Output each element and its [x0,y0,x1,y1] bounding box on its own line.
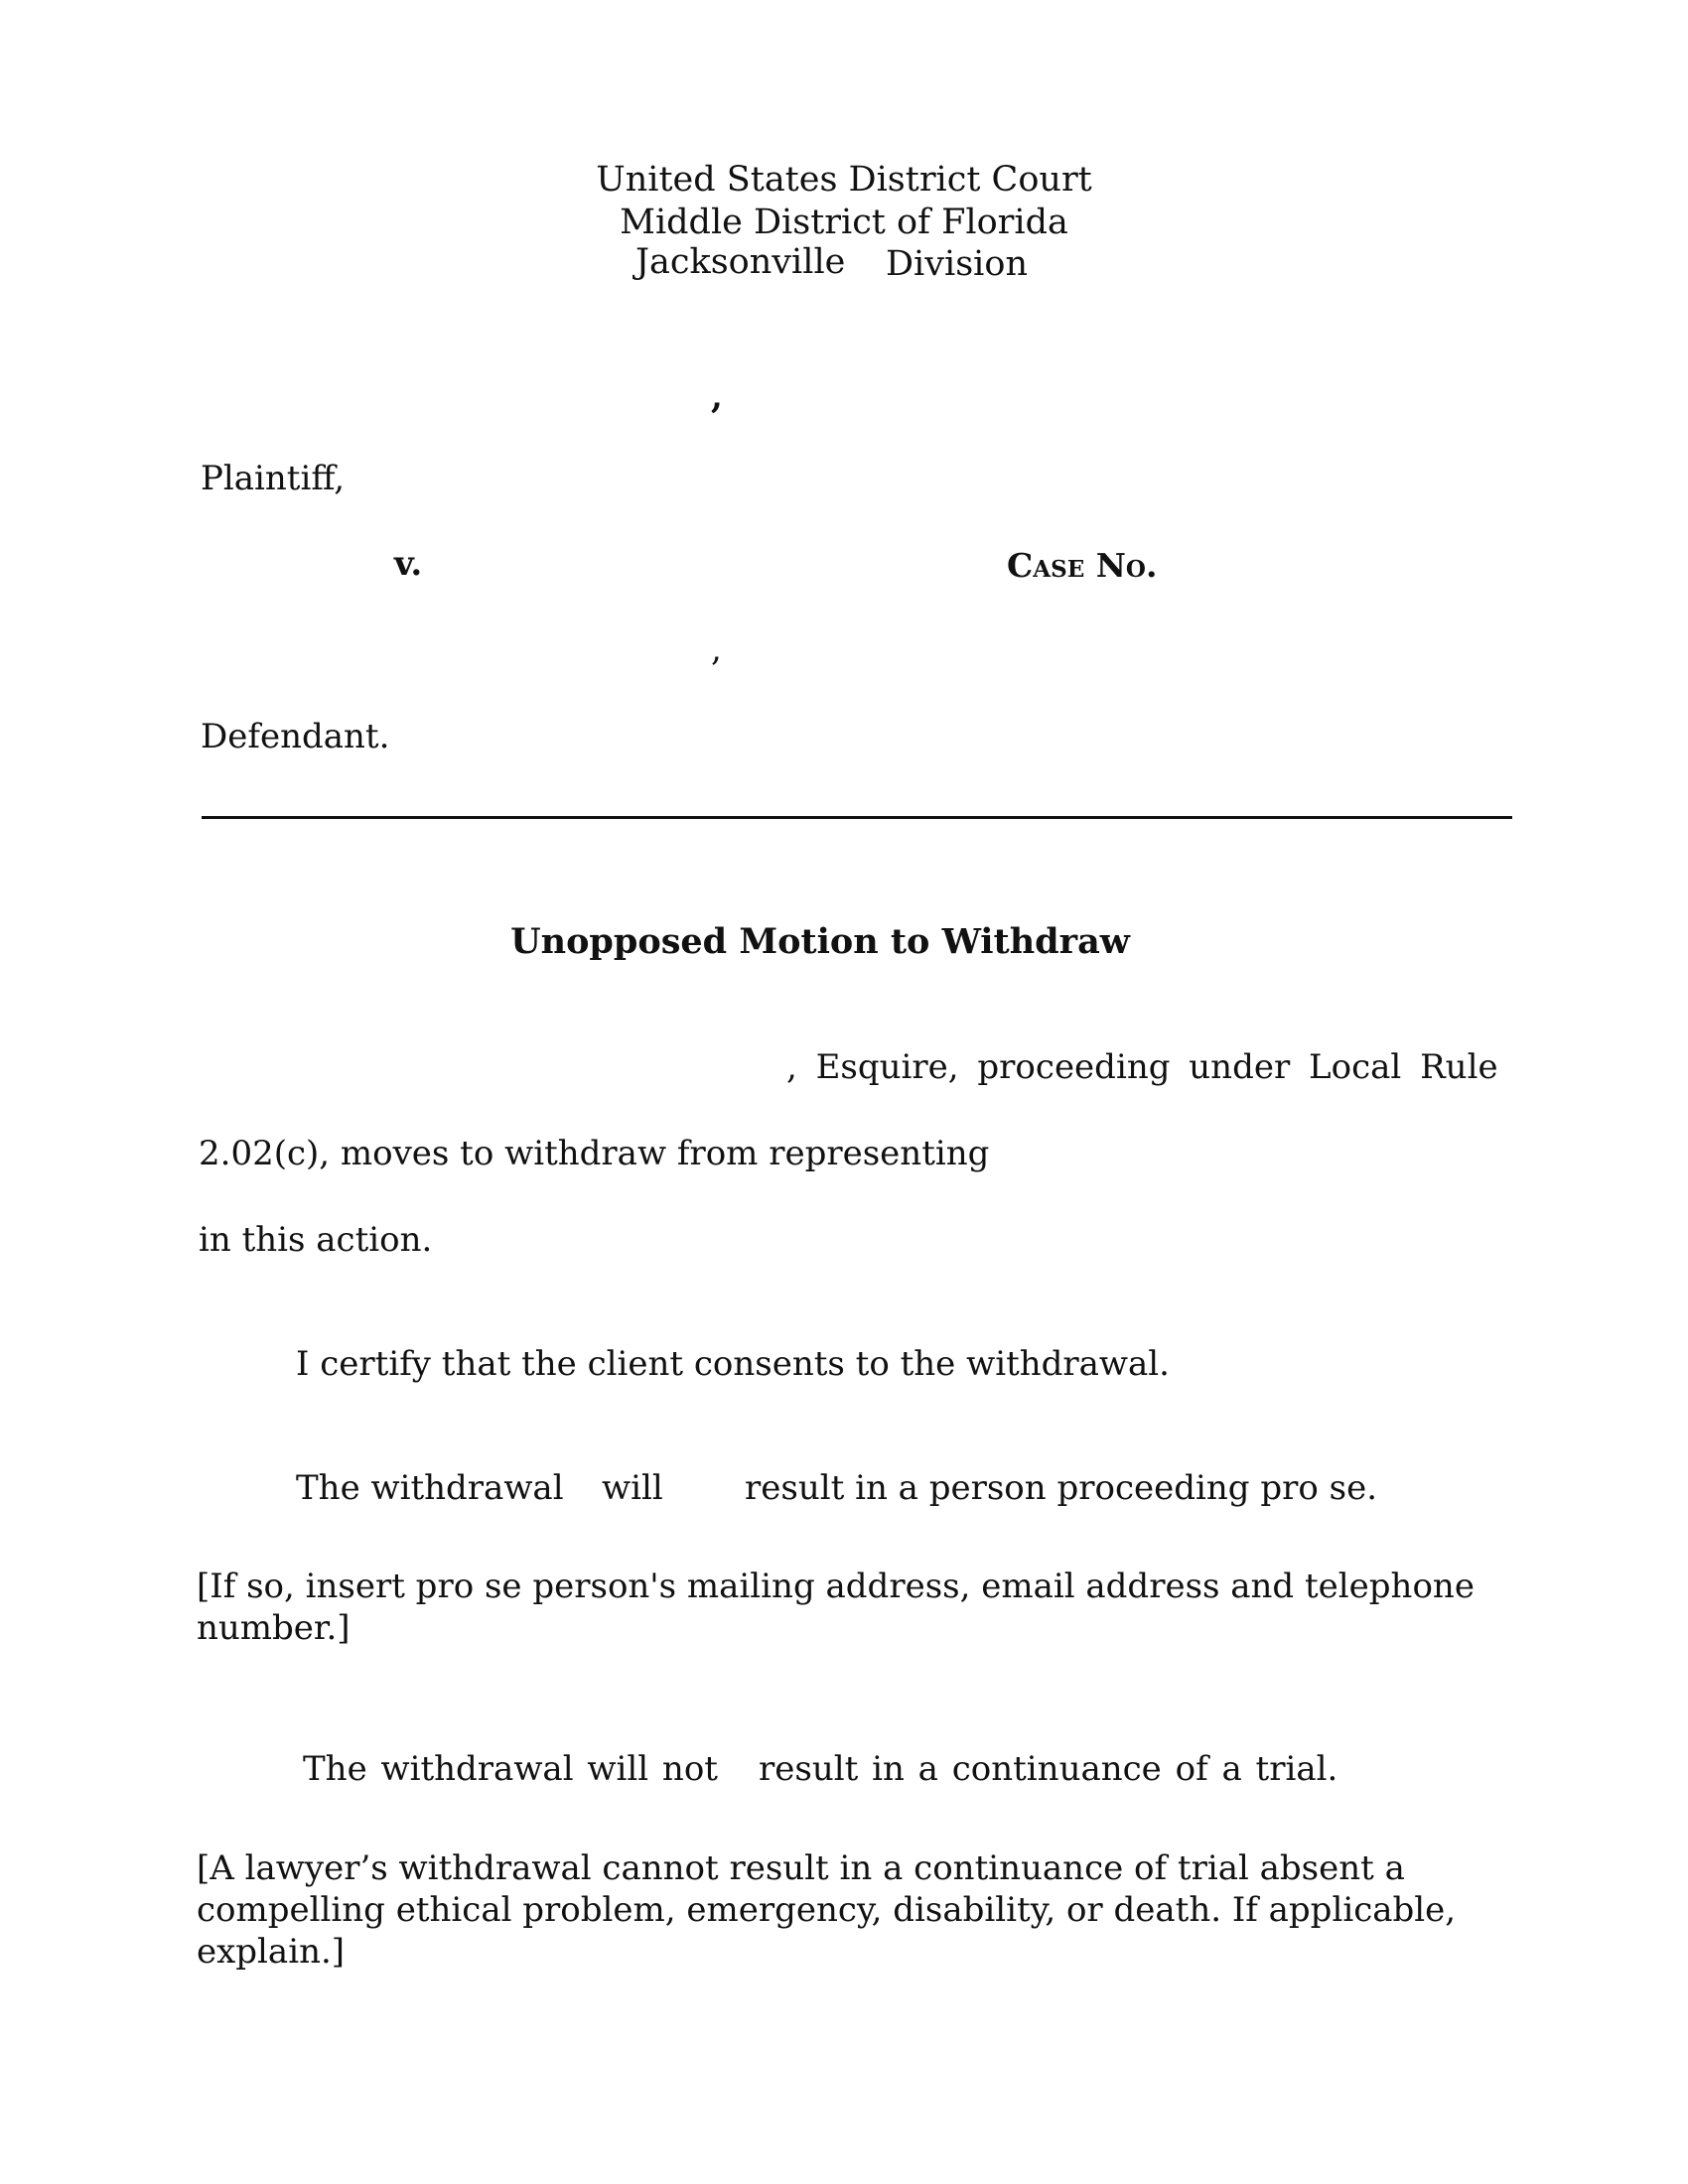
trial-statement-start: The withdrawal will not [303,1749,718,1789]
division-name: Jacksonville [635,242,846,282]
versus-label: v. [394,544,423,584]
defendant-name-comma: , [711,629,722,669]
plaintiff-name-comma: , [711,377,723,417]
trial-instruction: [A lawyer’s withdrawal cannot result in a continuance of trial absent a compelling ethical problem, emergency, disability, or death. If applicable, explain.] [197,1848,1457,1972]
intro-line-3: in this action. [199,1220,433,1260]
division-label: Division [886,244,1028,284]
caption-divider [202,816,1512,819]
plaintiff-label: Plaintiff, [201,459,346,498]
pro-se-option: will [602,1468,663,1508]
court-name: United States District Court [596,160,1092,200]
defendant-label: Defendant. [201,717,390,756]
trial-statement-end: result in a continuance of a trial. [759,1749,1338,1789]
intro-line-1: , Esquire, proceeding under Local Rule [786,1047,1498,1087]
pro-se-instruction: [If so, insert pro se person's mailing address, email address and telephone number.] [197,1567,1475,1648]
intro-line-2: 2.02(c), moves to withdraw from representing [199,1134,990,1173]
pro-se-statement-start: The withdrawal [296,1468,564,1508]
certification-statement: I certify that the client consents to the withdrawal. [296,1344,1170,1384]
pro-se-statement-end: result in a person proceeding pro se. [745,1468,1378,1508]
case-number-label: Case No. [1007,546,1158,585]
motion-title: Unopposed Motion to Withdraw [510,921,1130,962]
court-district: Middle District of Florida [620,203,1068,242]
